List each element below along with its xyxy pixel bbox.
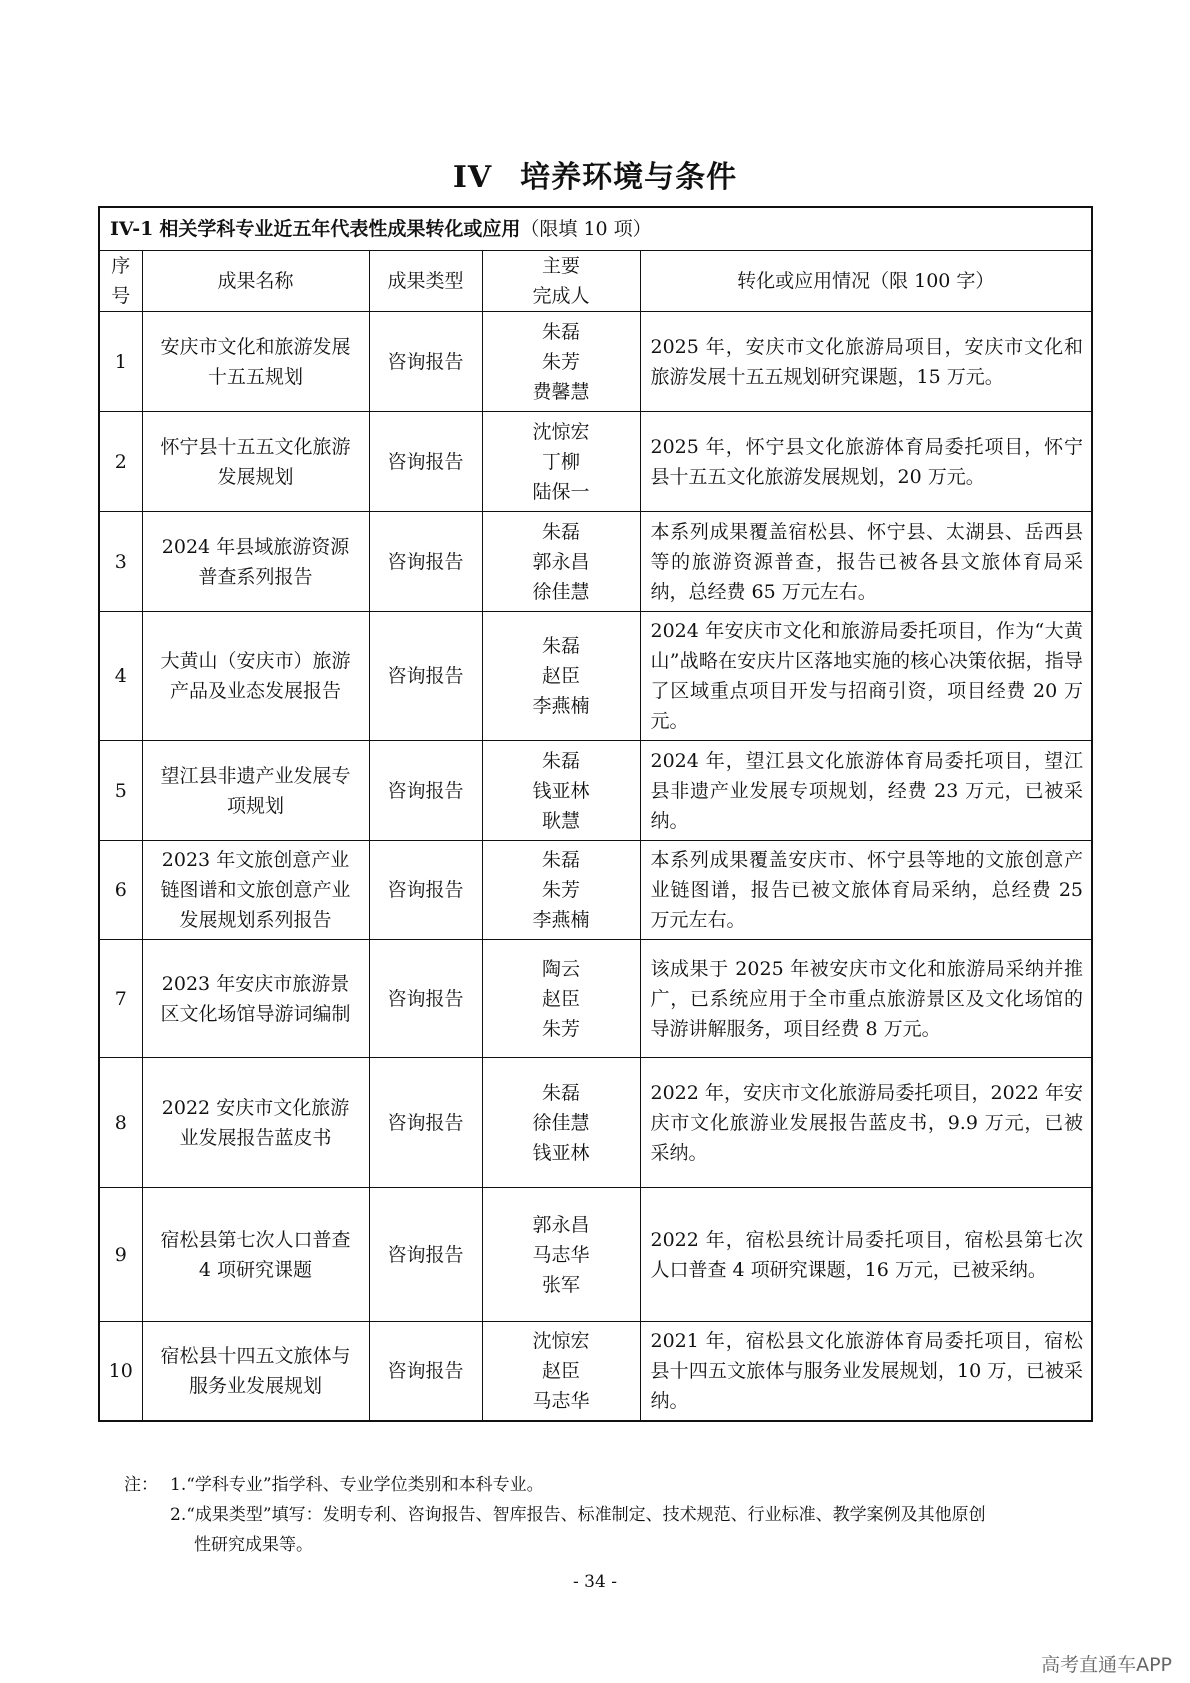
application-description: 本系列成果覆盖安庆市、怀宁县等地的文旅创意产业链图谱，报告已被文旅体育局采纳，总经费 25 万元左右。 bbox=[640, 841, 1092, 940]
note-item-2-continued: 性研究成果等。 bbox=[194, 1535, 313, 1555]
application-description: 2025 年，怀宁县文化旅游体育局委托项目，怀宁县十五五文化旅游发展规划，20 万元。 bbox=[640, 412, 1092, 512]
main-contributors bbox=[482, 612, 640, 741]
row-number: 7 bbox=[99, 940, 142, 1058]
contributor-name: 马志华 bbox=[532, 1390, 590, 1412]
main-contributors bbox=[482, 741, 640, 841]
header-no: 序 号 bbox=[99, 251, 142, 312]
contributor-name: 沈惊宏 bbox=[532, 420, 590, 443]
contributor-name: 朱磊 bbox=[541, 849, 580, 871]
section-roman-numeral: IV bbox=[452, 160, 493, 195]
main-contributors bbox=[482, 412, 640, 512]
row-number: 2 bbox=[99, 412, 142, 512]
table-row bbox=[99, 940, 1092, 1058]
contributor-name: 赵臣 bbox=[541, 987, 580, 1010]
achievement-type: 咨询报告 bbox=[369, 312, 482, 412]
row-number: 9 bbox=[99, 1188, 142, 1322]
main-contributors bbox=[482, 940, 640, 1058]
contributor-name: 耿慧 bbox=[541, 809, 580, 832]
achievement-name: 望江县非遗产业发展专项规划 bbox=[142, 741, 369, 841]
achievement-name: 安庆市文化和旅游发展十五五规划 bbox=[142, 312, 369, 412]
achievements-table bbox=[98, 206, 1093, 1422]
table-row bbox=[99, 412, 1092, 512]
achievement-type: 咨询报告 bbox=[369, 612, 482, 741]
contributor-name: 郭永昌 bbox=[532, 550, 590, 573]
achievement-type: 咨询报告 bbox=[369, 940, 482, 1058]
achievement-name: 宿松县十四五文旅体与服务业发展规划 bbox=[142, 1322, 369, 1422]
contributor-name: 朱芳 bbox=[541, 350, 580, 373]
contributor-name: 钱亚林 bbox=[532, 779, 590, 802]
application-description: 2022 年，安庆市文化旅游局委托项目，2022 年安庆市文化旅游业发展报告蓝皮书，9.9 万元，已被采纳。 bbox=[640, 1058, 1092, 1188]
contributor-name: 李燕楠 bbox=[532, 909, 590, 931]
achievement-name: 大黄山（安庆市）旅游产品及业态发展报告 bbox=[142, 612, 369, 741]
contributor-name: 张军 bbox=[541, 1273, 580, 1296]
contributor-name: 赵臣 bbox=[541, 665, 580, 687]
table-row bbox=[99, 741, 1092, 841]
table-row bbox=[99, 1188, 1092, 1322]
achievement-name: 2023 年安庆市旅游景区文化场馆导游词编制 bbox=[142, 940, 369, 1058]
contributor-name: 李燕楠 bbox=[532, 695, 590, 717]
contributor-name: 费馨慧 bbox=[532, 380, 590, 403]
contributor-name: 沈惊宏 bbox=[532, 1330, 590, 1352]
application-description: 2024 年，望江县文化旅游体育局委托项目，望江县非遗产业发展专项规划，经费 23 万元，已被采纳。 bbox=[640, 741, 1092, 841]
application-description: 2022 年，宿松县统计局委托项目，宿松县第七次人口普查 4 项研究课题，16 万元，已被采纳。 bbox=[640, 1188, 1092, 1322]
contributor-name: 朱芳 bbox=[541, 879, 580, 901]
contributor-name: 郭永昌 bbox=[532, 1213, 590, 1236]
contributor-name: 徐佳慧 bbox=[532, 1111, 590, 1134]
table-row bbox=[99, 512, 1092, 612]
contributor-name: 朱芳 bbox=[541, 1017, 580, 1040]
main-contributors bbox=[482, 512, 640, 612]
header-row bbox=[99, 251, 1092, 312]
header-name: 成果名称 bbox=[142, 251, 369, 312]
achievement-type: 咨询报告 bbox=[369, 1058, 482, 1188]
main-contributors bbox=[482, 1188, 640, 1322]
row-number: 8 bbox=[99, 1058, 142, 1188]
row-number: 4 bbox=[99, 612, 142, 741]
contributor-name: 钱亚林 bbox=[532, 1141, 590, 1164]
caption-text: 相关学科专业近五年代表性成果转化或应用 bbox=[159, 218, 521, 240]
row-number: 10 bbox=[99, 1322, 142, 1422]
achievement-name: 宿松县第七次人口普查 4 项研究课题 bbox=[142, 1188, 369, 1322]
contributor-name: 朱磊 bbox=[541, 1081, 580, 1104]
achievement-name: 2022 安庆市文化旅游业发展报告蓝皮书 bbox=[142, 1058, 369, 1188]
page-number: - 34 - bbox=[573, 1572, 617, 1592]
header-people: 主要 完成人 bbox=[482, 251, 640, 312]
main-contributors bbox=[482, 841, 640, 940]
note-item-1: 1.“学科专业”指学科、专业学位类别和本科专业。 bbox=[170, 1475, 544, 1495]
achievement-name: 2023 年文旅创意产业链图谱和文旅创意产业发展规划系列报告 bbox=[142, 841, 369, 940]
header-desc: 转化或应用情况（限 100 字） bbox=[640, 251, 1092, 312]
main-contributors bbox=[482, 1322, 640, 1422]
achievement-type: 咨询报告 bbox=[369, 841, 482, 940]
header-type: 成果类型 bbox=[369, 251, 482, 312]
row-number: 6 bbox=[99, 841, 142, 940]
contributor-name: 朱磊 bbox=[541, 320, 580, 343]
application-description: 该成果于 2025 年被安庆市文化和旅游局采纳并推广，已系统应用于全市重点旅游景区及文化场馆的导游讲解服务，项目经费 8 万元。 bbox=[640, 940, 1092, 1058]
achievement-name: 2024 年县域旅游资源普查系列报告 bbox=[142, 512, 369, 612]
contributor-name: 徐佳慧 bbox=[532, 580, 590, 603]
application-description: 本系列成果覆盖宿松县、怀宁县、太湖县、岳西县等的旅游资源普查，报告已被各县文旅体育局采纳，总经费 65 万元左右。 bbox=[640, 512, 1092, 612]
table-row bbox=[99, 612, 1092, 741]
contributor-name: 马志华 bbox=[532, 1243, 590, 1266]
contributor-name: 陆保一 bbox=[532, 480, 590, 503]
contributor-name: 赵臣 bbox=[541, 1360, 580, 1382]
table-row bbox=[99, 1322, 1092, 1422]
application-description: 2024 年安庆市文化和旅游局委托项目，作为“大黄山”战略在安庆片区落地实施的核心决策依据，指导了区域重点项目开发与招商引资，项目经费 20 万元。 bbox=[640, 612, 1092, 741]
notes-label: 注： bbox=[124, 1475, 158, 1495]
contributor-name: 丁柳 bbox=[541, 450, 580, 473]
row-number: 5 bbox=[99, 741, 142, 841]
caption-code: IV-1 bbox=[110, 218, 154, 240]
section-title-text: 培养环境与条件 bbox=[520, 160, 738, 195]
main-contributors bbox=[482, 312, 640, 412]
notes bbox=[124, 1470, 986, 1560]
contributor-name: 陶云 bbox=[541, 957, 580, 980]
achievement-type: 咨询报告 bbox=[369, 1322, 482, 1422]
contributor-name: 朱磊 bbox=[541, 749, 580, 772]
achievement-type: 咨询报告 bbox=[369, 412, 482, 512]
note-item-2: 2.“成果类型”填写：发明专利、咨询报告、智库报告、标准制定、技术规范、行业标准、教学案例及其他原创 bbox=[170, 1505, 986, 1525]
contributor-name: 朱磊 bbox=[541, 520, 580, 543]
caption-limit: （限填 10 项） bbox=[520, 218, 652, 240]
achievement-type: 咨询报告 bbox=[369, 1188, 482, 1322]
achievement-type: 咨询报告 bbox=[369, 741, 482, 841]
page-title bbox=[0, 152, 1190, 196]
table-row bbox=[99, 1058, 1092, 1188]
contributor-name: 朱磊 bbox=[541, 635, 580, 657]
table-row bbox=[99, 312, 1092, 412]
main-contributors bbox=[482, 1058, 640, 1188]
achievement-name: 怀宁县十五五文化旅游发展规划 bbox=[142, 412, 369, 512]
row-number: 3 bbox=[99, 512, 142, 612]
row-number: 1 bbox=[99, 312, 142, 412]
application-description: 2021 年，宿松县文化旅游体育局委托项目，宿松县十四五文旅体与服务业发展规划，10 万，已被采纳。 bbox=[640, 1322, 1092, 1422]
watermark: 高考直通车APP bbox=[1041, 1654, 1172, 1676]
table-row bbox=[99, 841, 1092, 940]
achievement-type: 咨询报告 bbox=[369, 512, 482, 612]
application-description: 2025 年，安庆市文化旅游局项目，安庆市文化和旅游发展十五五规划研究课题，15 万元。 bbox=[640, 312, 1092, 412]
table-caption bbox=[99, 207, 1092, 251]
